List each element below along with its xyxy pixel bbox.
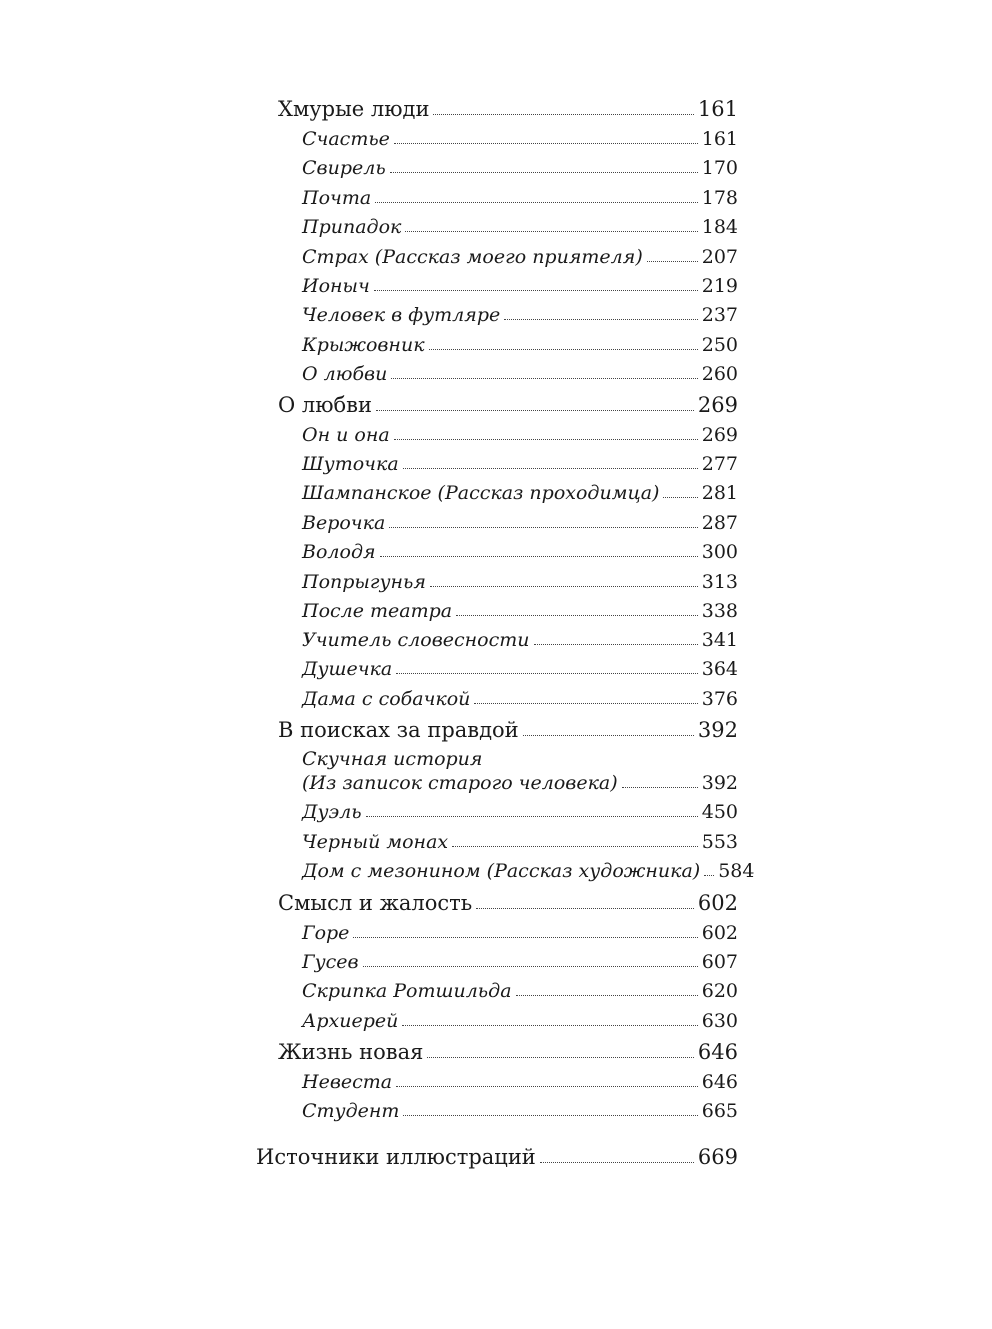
leader-dots: [427, 1057, 694, 1058]
toc-page-number: 184: [701, 216, 738, 238]
toc-item-row: [302, 922, 738, 944]
toc-page-number: 250: [701, 334, 738, 356]
leader-dots: [396, 673, 698, 674]
toc-section-row: [278, 1040, 738, 1064]
toc-item-row: [302, 951, 738, 973]
toc-item-title: Крыжовник: [302, 334, 425, 356]
toc-item-title: Горе: [302, 922, 350, 944]
leader-dots: [647, 261, 698, 262]
toc-page-number: 260: [701, 363, 738, 385]
toc-item-title: Скрипка Ротшильда: [302, 980, 512, 1002]
leader-dots: [534, 644, 698, 645]
toc-item-row: [302, 629, 738, 651]
leader-dots: [403, 468, 698, 469]
toc-item-row: [302, 860, 755, 882]
toc-page-number: 178: [701, 187, 738, 209]
toc-page-number: 207: [701, 246, 738, 268]
toc-item-row: [302, 453, 738, 475]
toc-page-number: 450: [701, 801, 738, 823]
toc-page-number: 219: [701, 275, 738, 297]
toc-item-title: Почта: [302, 187, 372, 209]
toc-page-number: 646: [701, 1071, 738, 1093]
leader-dots: [433, 114, 693, 115]
toc-item-row: [302, 128, 738, 150]
leader-dots: [403, 1115, 697, 1116]
leader-dots: [540, 1162, 694, 1163]
leader-dots: [474, 703, 697, 704]
toc-page-number: 277: [701, 453, 738, 475]
toc-root-row: [256, 1145, 738, 1169]
leader-dots: [389, 527, 697, 528]
toc-item-row: [302, 772, 738, 794]
toc-item-title: Человек в футляре: [302, 304, 501, 326]
toc-page-number: 553: [701, 831, 738, 853]
toc-section-row: [278, 718, 738, 742]
toc-page-number: 338: [701, 600, 738, 622]
toc-page-number: 607: [701, 951, 738, 973]
toc-page-number: 669: [697, 1145, 738, 1169]
leader-dots: [523, 735, 694, 736]
leader-dots: [456, 615, 698, 616]
toc-item-row: [302, 216, 738, 238]
toc-item-title: Шампанское (Рассказ проходимца): [302, 482, 660, 504]
toc-page-number: 313: [701, 571, 738, 593]
leader-dots: [396, 1086, 698, 1087]
toc-item-title: Ионыч: [302, 275, 370, 297]
toc-page-number: 237: [701, 304, 738, 326]
toc-section-title: О любви: [278, 393, 372, 417]
toc-section-row: [278, 393, 738, 417]
leader-dots: [366, 816, 698, 817]
toc-item-title-line1: Скучная история: [302, 748, 483, 770]
toc-section-title: Смысл и жалость: [278, 891, 473, 915]
toc-item-row: [302, 541, 738, 563]
toc-item-title: Свирель: [302, 157, 386, 179]
leader-dots: [374, 290, 698, 291]
toc-section-title: В поисках за правдой: [278, 718, 519, 742]
leader-dots: [380, 556, 698, 557]
leader-dots: [476, 908, 694, 909]
toc-item-title: Страх (Рассказ моего приятеля): [302, 246, 643, 268]
toc-item-row: [302, 157, 738, 179]
leader-dots: [390, 172, 698, 173]
leader-dots: [452, 846, 698, 847]
toc-item-row: [302, 658, 738, 680]
toc-item-row: [302, 801, 738, 823]
toc-item-title: Припадок: [302, 216, 402, 238]
toc-item-row: [302, 304, 738, 326]
toc-section-title: Жизнь новая: [278, 1040, 424, 1064]
leader-dots: [504, 319, 697, 320]
toc-item-title: Дом с мезонином (Рассказ художника): [302, 860, 701, 882]
toc-item-title: После театра: [302, 600, 453, 622]
toc-page-number: 376: [701, 688, 738, 710]
toc-page-number: 300: [701, 541, 738, 563]
leader-dots: [430, 586, 698, 587]
leader-dots: [353, 937, 697, 938]
toc-page-number: 161: [697, 97, 738, 121]
toc-item-title: Душечка: [302, 658, 393, 680]
leader-dots: [622, 787, 698, 788]
toc-item-row: [302, 600, 738, 622]
toc-item-row: [302, 1010, 738, 1032]
leader-dots: [394, 143, 698, 144]
toc-section-row: [278, 891, 738, 915]
toc-item-row: [302, 275, 738, 297]
toc-page-number: 269: [697, 393, 738, 417]
toc-page-number: 665: [701, 1100, 738, 1122]
leader-dots: [391, 378, 697, 379]
leader-dots: [375, 202, 698, 203]
toc-page-number: 269: [701, 424, 738, 446]
toc-item-row: [302, 363, 738, 385]
toc-item-row: [302, 246, 738, 268]
toc-item-title: О любви: [302, 363, 388, 385]
toc-item-title: Гусев: [302, 951, 359, 973]
toc-item-row: [302, 1071, 738, 1093]
toc-item-title: Володя: [302, 541, 376, 563]
toc-item-title: (Из записок старого человека): [302, 772, 618, 794]
toc-item-title: Верочка: [302, 512, 386, 534]
toc-item-row: [302, 1100, 738, 1122]
toc-item-row: [302, 512, 738, 534]
toc-item-row: [302, 831, 738, 853]
leader-dots: [394, 439, 698, 440]
toc-item-title: Счастье: [302, 128, 390, 150]
toc-section-row: [278, 97, 738, 121]
toc-item-row: [302, 980, 738, 1002]
toc-page-number: 584: [718, 860, 755, 882]
leader-dots: [405, 231, 697, 232]
leader-dots: [402, 1025, 697, 1026]
toc-item-title: Он и она: [302, 424, 390, 446]
toc-item-row: [302, 688, 738, 710]
toc-page-number: 646: [697, 1040, 738, 1064]
leader-dots: [663, 497, 697, 498]
toc-root-title: Источники иллюстраций: [256, 1145, 536, 1169]
toc-page-number: 620: [701, 980, 738, 1002]
toc-item-title: Архиерей: [302, 1010, 399, 1032]
leader-dots: [516, 995, 698, 996]
toc-item-row: [302, 334, 738, 356]
toc-page-number: 602: [697, 891, 738, 915]
leader-dots: [429, 349, 698, 350]
toc-item-title: Дама с собачкой: [302, 688, 471, 710]
toc-item-title: Дуэль: [302, 801, 362, 823]
leader-dots: [376, 410, 694, 411]
toc-item-row: [302, 424, 738, 446]
toc-item-title: Попрыгунья: [302, 571, 426, 593]
toc-item-title: Невеста: [302, 1071, 393, 1093]
leader-dots: [363, 966, 698, 967]
toc-page-number: 341: [701, 629, 738, 651]
toc-page-number: 161: [701, 128, 738, 150]
leader-dots: [704, 875, 714, 876]
toc-item-row: [302, 482, 738, 504]
toc-page-number: 281: [701, 482, 738, 504]
toc-page-number: 287: [701, 512, 738, 534]
toc-page-number: 392: [697, 718, 738, 742]
toc-page-number: 630: [701, 1010, 738, 1032]
toc-item-row: [302, 571, 738, 593]
toc-item-title: Шуточка: [302, 453, 399, 475]
toc-page-number: 364: [701, 658, 738, 680]
toc-item-title: Студент: [302, 1100, 400, 1122]
toc-item-row: [302, 187, 738, 209]
toc-section-title: Хмурые люди: [278, 97, 430, 121]
toc-page-number: 602: [701, 922, 738, 944]
toc-item-title: Учитель словесности: [302, 629, 530, 651]
toc-page-number: 392: [701, 772, 738, 794]
toc-page-number: 170: [701, 157, 738, 179]
toc-item-title: Черный монах: [302, 831, 449, 853]
